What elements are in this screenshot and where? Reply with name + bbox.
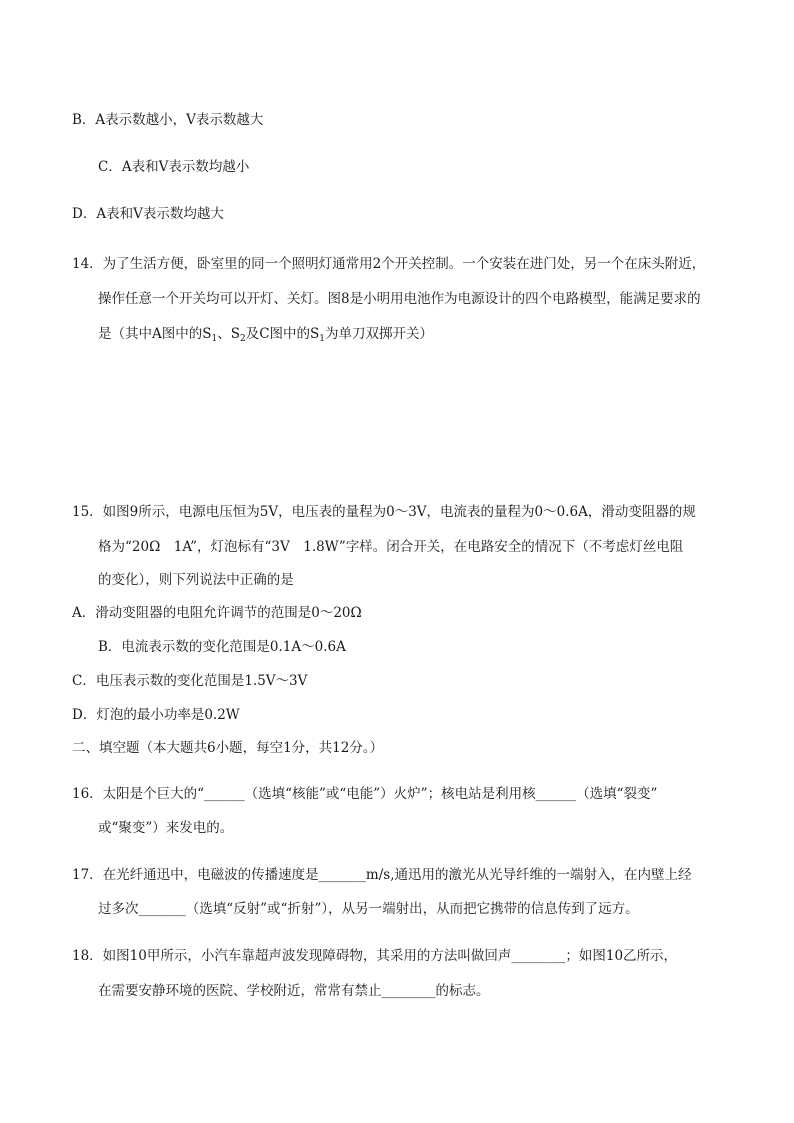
q15-option-c: C．电压表示数的变化范围是1.5V～3V — [72, 673, 308, 689]
q14-line-3 — [98, 324, 433, 349]
q17-line-1: 17．在光纤通迅中，电磁波的传播速度是_______m/s,通迅用的激光从光导纤维的一端射入，在内壁上经 — [72, 867, 692, 883]
q18-line-1: 18．如图10甲所示，小汽车靠超声波发现障碍物，其采用的方法叫做回声________；如图10乙所示， — [72, 948, 678, 964]
q17-line-2: 过多次_______（选填“反射”或“折射”），从另一端射出，从而把它携带的信息传到了远方。 — [98, 901, 639, 917]
subscript-3: 1 — [319, 334, 326, 344]
q14-line-3-start: 是（其中A图中的S — [98, 326, 212, 342]
q13-option-b: B．A表示数越小，V表示数越大 — [72, 112, 264, 128]
q15-line-2: 格为“20Ω 1A”，灯泡标有“3V 1.8W”字样。闭合开关，在电路安全的情况下（不考虑灯丝电阻 — [98, 539, 684, 555]
q15-line-1: 15．如图9所示，电源电压恒为5V，电压表的量程为0～3V，电流表的量程为0～0.6A，滑动变阻器的规 — [72, 504, 696, 520]
subscript-1: 1 — [211, 334, 218, 344]
q15-option-a: A．滑动变阻器的电阻允许调节的范围是0～20Ω — [72, 605, 362, 621]
q15-option-d: D．灯泡的最小功率是0.2W — [72, 707, 240, 723]
q15-option-b: B．电流表示数的变化范围是0.1A～0.6A — [98, 639, 346, 655]
q13-option-d: D．A表和V表示数均越大 — [72, 206, 224, 222]
q14-middle: 及C图中的S — [245, 326, 320, 342]
q16-line-1: 16．太阳是个巨大的“______（选填“核能”或“电能”）火炉”；核电站是利用核______（选填“裂变” — [72, 786, 658, 802]
q15-line-3: 的变化），则下列说法中正确的是 — [98, 572, 294, 588]
q14-line-2: 操作任意一个开关均可以开灯、关灯。图8是小明用电池作为电源设计的四个电路模型，能满足要求的 — [98, 291, 701, 307]
q16-line-2: 或“聚变”）来发电的。 — [98, 820, 234, 836]
q18-line-2: 在需要安静环境的医院、学校附近，常常有禁止________的标志。 — [98, 983, 490, 999]
q14-separator: 、S — [217, 326, 240, 342]
q14-line-3-end: 为单刀双掷开关） — [325, 326, 434, 342]
q13-option-c: C．A表和V表示数均越小 — [98, 159, 250, 175]
section-2-heading: 二、填空题（本大题共6小题，每空1分，共12分。） — [72, 740, 384, 756]
subscript-2: 2 — [239, 334, 246, 344]
q14-line-1: 14．为了生活方便，卧室里的同一个照明灯通常用2个开关控制。一个安装在进门处，另一个在床头附近， — [72, 256, 706, 272]
